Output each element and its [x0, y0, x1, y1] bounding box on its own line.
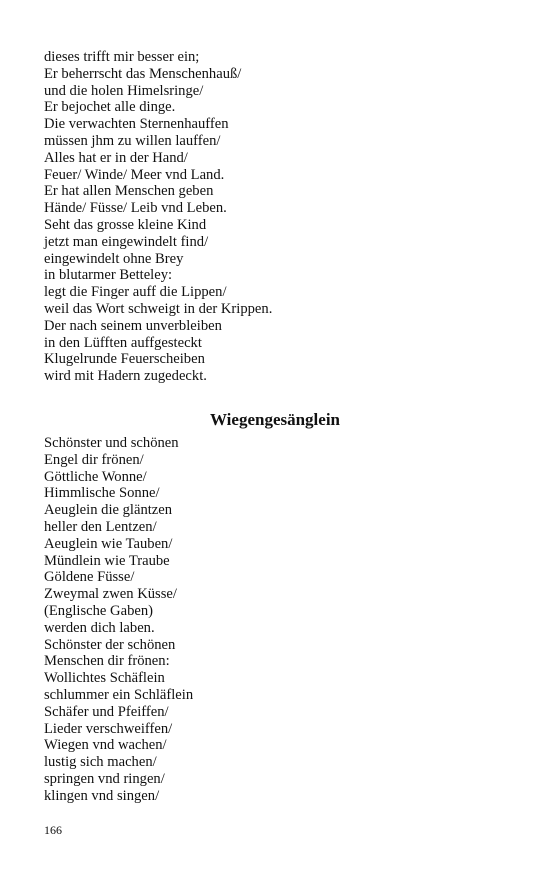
poem-line: Die verwachten Sternenhauffen [44, 116, 229, 133]
poem-line: in blutarmer Betteley: [44, 267, 173, 284]
poem-line: Wiegen vnd wachen/ [44, 737, 167, 754]
poem-line: und die holen Himelsringe/ [44, 82, 204, 99]
poem-line: Göttliche Wonne/ [44, 468, 147, 485]
page-number: 166 [44, 823, 62, 837]
poem-line: schlummer ein Schläflein [44, 686, 194, 703]
poem-line: Der nach seinem unverbleiben [44, 317, 222, 334]
poem-line: dieses trifft mir besser ein; [44, 49, 200, 65]
poem-line: Aeuglein die gläntzen [44, 502, 173, 519]
poem-line: Mündlein wie Traube [44, 552, 170, 569]
poem-stanza-1 [44, 49, 272, 385]
poem-line: springen vnd ringen/ [44, 770, 165, 787]
poem-line: Feuer/ Winde/ Meer vnd Land. [44, 166, 225, 183]
poem-line: Schönster und schönen [44, 435, 179, 451]
poem-line: Himmlische Sonne/ [44, 485, 160, 502]
poem-line: werden dich laben. [44, 619, 155, 636]
poem-line: müssen jhm zu willen lauffen/ [44, 132, 221, 149]
poem-line: eingewindelt ohne Brey [44, 250, 184, 267]
poem-line: Er bejochet alle dinge. [44, 99, 176, 116]
poem-line: Hände/ Füsse/ Leib vnd Leben. [44, 200, 227, 217]
poem-line: Er beherrscht das Menschenhauß/ [44, 65, 242, 82]
poem-line: heller den Lentzen/ [44, 518, 157, 535]
poem-line: legt die Finger auff die Lippen/ [44, 284, 227, 301]
poem-line: Aeuglein wie Tauben/ [44, 535, 173, 552]
poem-line: lustig sich machen/ [44, 754, 157, 771]
poem-line: Zweymal zwen Küsse/ [44, 586, 177, 603]
poem-line: Menschen dir frönen: [44, 653, 170, 670]
poem-line: in den Lüfften auffgesteckt [44, 334, 202, 351]
poem-line: Klugelrunde Feuerscheiben [44, 351, 205, 368]
poem-line: (Englische Gaben) [44, 602, 154, 619]
poem-line: weil das Wort schweigt in der Krippen. [44, 300, 273, 317]
poem-line: klingen vnd singen/ [44, 787, 160, 804]
poem-line: Göldene Füsse/ [44, 569, 135, 586]
poem-line: Engel dir frönen/ [44, 451, 144, 468]
poem-line: Lieder verschweiffen/ [44, 720, 173, 737]
poem-line: jetzt man eingewindelt find/ [44, 233, 209, 250]
poem-title: Wiegengesänglein [209, 410, 341, 429]
poem-line: Er hat allen Menschen geben [44, 183, 214, 200]
poem-line: Seht das grosse kleine Kind [44, 216, 207, 233]
poem-line: Schäfer und Pfeiffen/ [44, 703, 169, 720]
poem-stanza-2 [44, 435, 193, 805]
poem-line: Alles hat er in der Hand/ [44, 149, 188, 166]
poem-line: Wollichtes Schäflein [44, 670, 165, 687]
poem-line: wird mit Hadern zugedeckt. [44, 368, 207, 385]
poem-line: Schönster der schönen [44, 636, 176, 653]
